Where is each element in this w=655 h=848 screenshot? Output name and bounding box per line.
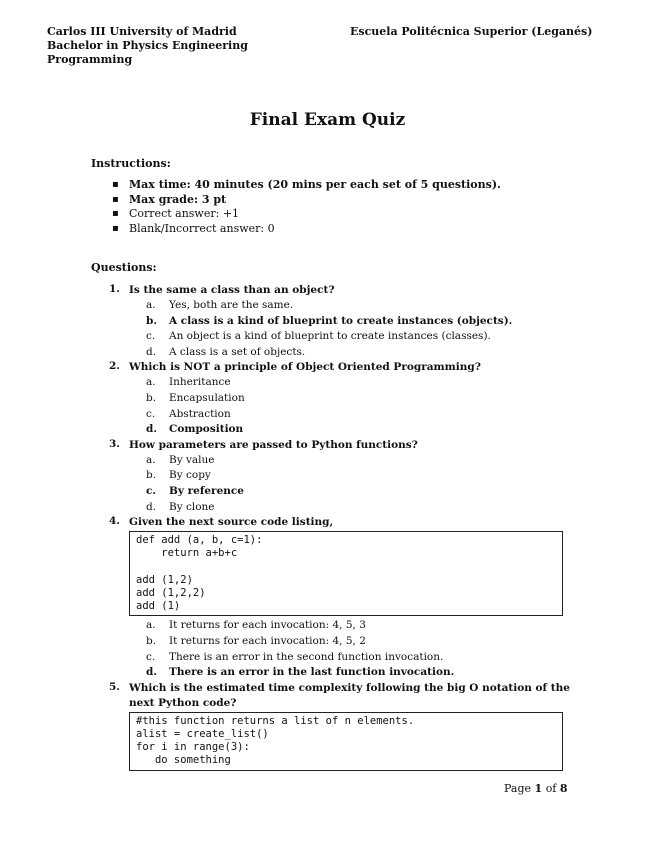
question-item xyxy=(91,360,571,437)
option-letter: a. xyxy=(146,299,156,311)
answer-option xyxy=(129,634,571,650)
code-listing: #this function returns a list of n elements. alist = create_list() for i in range(3): do something xyxy=(129,712,563,771)
answer-option xyxy=(129,500,571,516)
option-letter: d. xyxy=(146,500,157,513)
question-text: Which is the estimated time complexity following the big O notation of the next Python code? xyxy=(129,681,570,709)
option-text: There is an error in the last function invocation. xyxy=(169,666,455,679)
answer-option xyxy=(129,407,571,423)
instructions-label: Instructions: xyxy=(91,157,171,170)
question-item xyxy=(91,283,571,360)
of-word: of xyxy=(545,782,557,795)
total-pages: 8 xyxy=(559,782,568,795)
instructions-list xyxy=(91,178,501,236)
current-page: 1 xyxy=(534,782,543,795)
option-text: Composition xyxy=(169,423,244,436)
answer-option-correct xyxy=(129,422,571,438)
answer-option xyxy=(129,468,571,484)
question-number: 3. xyxy=(109,437,120,450)
answer-option xyxy=(129,391,571,407)
answer-option xyxy=(129,618,571,634)
question-item xyxy=(91,681,571,771)
option-letter: b. xyxy=(146,469,157,482)
option-letter: d. xyxy=(146,345,157,358)
option-letter: d. xyxy=(146,423,157,436)
option-letter: c. xyxy=(146,407,156,420)
option-letter: d. xyxy=(146,666,157,679)
option-text: By value xyxy=(169,453,215,466)
option-letter: b. xyxy=(146,634,157,647)
answer-option xyxy=(129,298,571,314)
page-word: Page xyxy=(504,782,532,795)
questions-label: Questions: xyxy=(91,261,157,274)
option-text: By clone xyxy=(169,500,215,513)
question-text: Given the next source code listing, xyxy=(129,516,334,529)
answer-option xyxy=(129,329,571,345)
course-name: Programming xyxy=(47,53,133,66)
option-text: An object is a kind of blueprint to create instances (classes). xyxy=(169,330,491,343)
answer-option xyxy=(129,375,571,391)
instruction-item: ▪ Blank/Incorrect answer: 0 xyxy=(91,222,501,237)
instruction-item: ▪ Max grade: 3 pt xyxy=(91,193,501,208)
instruction-item: ▪ Correct answer: +1 xyxy=(91,207,501,222)
option-letter: c. xyxy=(146,650,156,663)
option-text: A class is a set of objects. xyxy=(169,345,306,358)
answer-option-correct xyxy=(129,314,571,330)
question-text: How parameters are passed to Python functions? xyxy=(129,438,418,451)
answer-options xyxy=(129,375,571,437)
option-letter: a. xyxy=(146,453,156,466)
option-text: There is an error in the second function invocation. xyxy=(169,650,444,663)
option-text: By copy xyxy=(169,469,211,482)
answer-option xyxy=(129,453,571,469)
question-number: 1. xyxy=(109,283,120,295)
answer-option-correct xyxy=(129,484,571,500)
answer-option-correct xyxy=(129,665,571,681)
option-letter: c. xyxy=(146,330,156,343)
question-number: 2. xyxy=(109,360,120,373)
question-number: 5. xyxy=(109,680,120,693)
option-text: By reference xyxy=(169,484,244,497)
option-text: Yes, both are the same. xyxy=(169,299,294,311)
page-title: Final Exam Quiz xyxy=(249,110,406,130)
option-letter: a. xyxy=(146,376,156,389)
question-item xyxy=(91,438,571,515)
degree-name: Bachelor in Physics Engineering xyxy=(47,39,248,52)
option-text: It returns for each invocation: 4, 5, 2 xyxy=(169,634,366,647)
page-number xyxy=(504,782,568,795)
code-listing: def add (a, b, c=1): return a+b+c add (1,2) add (1,2,2) add (1) xyxy=(129,531,563,616)
answer-options xyxy=(129,453,571,515)
option-letter: b. xyxy=(146,391,157,404)
option-letter: c. xyxy=(146,484,157,497)
question-number: 4. xyxy=(109,515,120,528)
question-item xyxy=(91,515,571,681)
school-name: Escuela Politécnica Superior (Leganés) xyxy=(350,25,593,38)
option-text: Encapsulation xyxy=(169,391,245,404)
university-name: Carlos III University of Madrid xyxy=(47,25,237,38)
questions-list xyxy=(91,283,571,773)
answer-option xyxy=(129,650,571,666)
institution-header xyxy=(47,25,248,67)
option-letter: b. xyxy=(146,314,157,327)
option-text: Abstraction xyxy=(169,407,231,420)
option-text: It returns for each invocation: 4, 5, 3 xyxy=(169,619,366,632)
option-letter: a. xyxy=(146,619,156,632)
option-text: Inheritance xyxy=(169,376,231,389)
answer-options xyxy=(129,618,571,680)
answer-option xyxy=(129,345,571,361)
instruction-item: ▪ Max time: 40 minutes (20 mins per each set of 5 questions). xyxy=(91,178,501,193)
option-text: A class is a kind of blueprint to create instances (objects). xyxy=(169,314,513,327)
question-text: Which is NOT a principle of Object Oriented Programming? xyxy=(129,361,481,374)
answer-options xyxy=(129,298,571,360)
question-text: Is the same a class than an object? xyxy=(129,284,335,296)
